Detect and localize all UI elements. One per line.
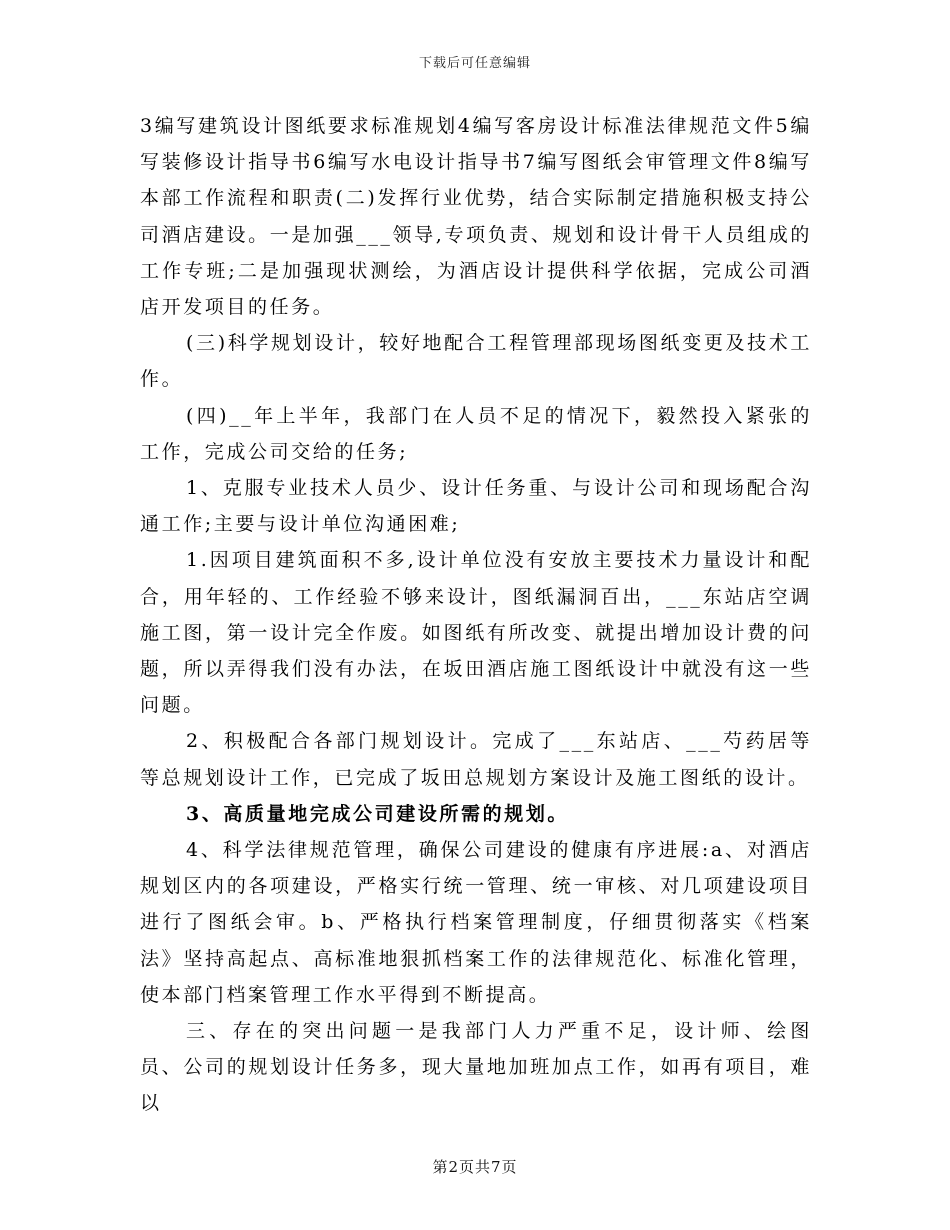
paragraph-item-2: 2、积极配合各部门规划设计。完成了___东站店、___芍药居等等总规划设计工作，已完成了坂田总规划方案设计及施工图纸的设计。 [140, 730, 812, 789]
document-body [140, 108, 812, 1122]
paragraph-section-three: (三)科学规划设计，较好地配合工程管理部现场图纸变更及技术工作。 [140, 332, 812, 391]
paragraph-item-4: 4、科学法律规范管理，确保公司建设的健康有序进展:a、对酒店规划区内的各项建设，严格实行统一管理、统一审核、对几项建设项目进行了图纸会审。b、严格执行档案管理制度，仔细贯彻落实《档案法》坚持高起点、高标准地狠抓档案工作的法律规范化、标准化管理，使本部门档案管理工作水平得到不断提高。 [140, 839, 812, 1006]
paragraph-problems: 三、存在的突出问题一是我部门人力严重不足，设计师、绘图员、公司的规划设计任务多，现大量地加班加点工作，如再有项目，难以 [140, 1020, 812, 1115]
paragraph-item-3-bold: 3、高质量地完成公司建设所需的规划。 [186, 802, 570, 825]
page-header-note: 下载后可任意编辑 [418, 56, 531, 71]
paragraph-design-standards: 3编写建筑设计图纸要求标准规划4编写客房设计标准法律规范文件5编写装修设计指导书6编写水电设计指导书7编写图纸会审管理文件8编写本部工作流程和职责(二)发挥行业优势，结合实际制定措施积极支持公司酒店建设。一是加强___领导,专项负责、规划和设计骨干人员组成的工作专班;二是加强现状测绘，为酒店设计提供科学依据，完成公司酒店开发项目的任务。 [140, 115, 812, 319]
paragraph-item-1-detail: 1.因项目建筑面积不多,设计单位没有安放主要技术力量设计和配合，用年轻的、工作经验不够来设计，图纸漏洞百出，___东站店空调施工图，第一设计完全作废。如图纸有所改变、就提出增加设计费的问题，所以弄得我们没有办法，在坂田酒店施工图纸设计中就没有这一些问题。 [140, 549, 812, 717]
paragraph-item-1-overcome: 1、克服专业技术人员少、设计任务重、与设计公司和现场配合沟通工作;主要与设计单位沟通困难; [140, 477, 812, 536]
paragraph-section-four: (四)__年上半年，我部门在人员不足的情况下，毅然投入紧张的工作，完成公司交给的任务; [140, 404, 812, 463]
page-number-footer: 第2页共7页 [432, 1158, 518, 1176]
